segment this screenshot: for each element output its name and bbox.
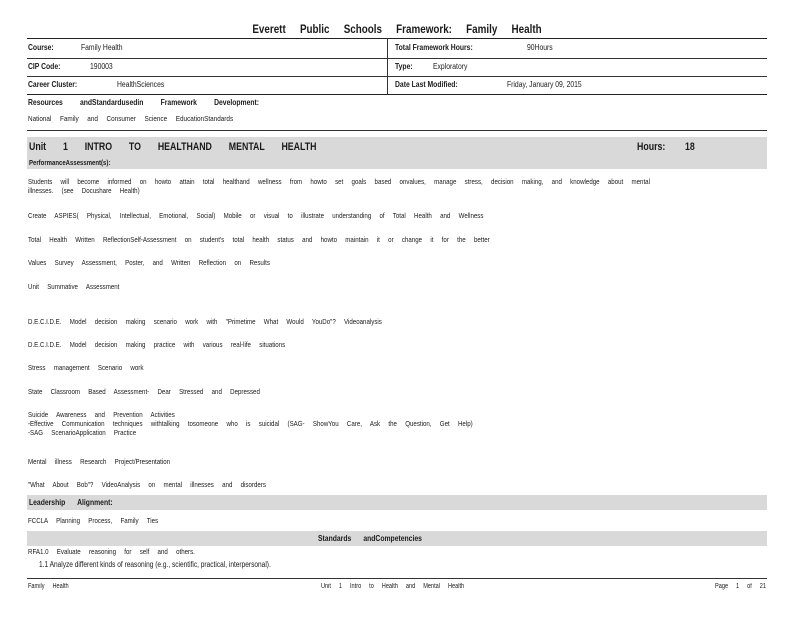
leadership-value: FCCLA Planning Process, Family Ties	[28, 516, 159, 525]
assessment-line: Values Survey Assessment, Poster, and Written Reflection on Results	[28, 258, 270, 267]
assessment-item	[28, 363, 143, 372]
cip-value: 190003	[90, 62, 113, 71]
performance-assessments-label: PerformanceAssessment(s):	[29, 158, 111, 167]
assessment-line: -Effective Communication techniques withtalking tosomeone who is suicidal (SAG- ShowYou Care, Ask the Question, Get Help)	[28, 419, 473, 428]
assessment-item	[28, 457, 170, 466]
course-label: Course:	[28, 43, 54, 52]
unit-hours-value: 18	[685, 141, 695, 153]
unit-title: Unit 1 INTRO TO HEALTHAND MENTAL HEALTH	[29, 141, 317, 153]
assessment-item	[28, 235, 490, 244]
standard-rfa: RFA1.0 Evaluate reasoning for self and others.	[28, 547, 195, 556]
assessment-line: Mental illness Research Project/Presentation	[28, 457, 171, 466]
assessment-line: "What About Bob"? VideoAnalysis on mental illnesses and disorders	[28, 480, 266, 489]
course-value: Family Health	[81, 43, 123, 52]
assessment-line: State Classroom Based Assessment- Dear Stressed and Depressed	[28, 387, 260, 396]
assessment-line: -SAG ScenarioApplication Practice	[28, 428, 137, 437]
leadership-label: Leadership Alignment:	[29, 498, 113, 507]
footer-unit: Unit 1 Intro to Health and Mental Health	[321, 583, 465, 590]
assessment-line: Stress management Scenario work	[28, 363, 144, 372]
document-page	[27, 0, 767, 618]
divider	[27, 94, 767, 95]
assessment-line: Students will become informed on howto attain total healthand wellness from howto set goals based onvalues, manage stress, decision making, and knowledge about mental	[28, 177, 650, 186]
divider	[27, 130, 767, 131]
standards-label: Standards andCompetencies	[318, 534, 422, 543]
unit-hours-label: Hours:	[637, 141, 666, 153]
assessment-item	[28, 480, 266, 489]
assessment-line: illnesses. (see Docushare Health)	[28, 186, 140, 195]
divider	[27, 38, 767, 39]
standards-header	[27, 531, 767, 546]
footer-page-number: Page 1 of 21	[715, 583, 766, 590]
cip-label: CIP Code:	[28, 62, 61, 71]
assessment-line: Unit Summative Assessment	[28, 282, 120, 291]
assessment-item	[28, 387, 260, 396]
assessment-line: Create ASPIES( Physical, Intellectual, Emotional, Social) Mobile or visual to illustrate understanding of Total Health and Wellness	[28, 211, 484, 220]
total-hours-label: Total Framework Hours:	[395, 43, 473, 52]
date-modified-label: Date Last Modified:	[395, 80, 458, 89]
assessment-line: Suicide Awareness and Prevention Activities	[28, 410, 175, 419]
assessment-item	[28, 211, 483, 220]
resources-value: National Family and Consumer Science EducationStandards	[28, 114, 234, 123]
competency-item: 1.1 Analyze different kinds of reasoning (e.g., scientific, practical, interpersonal).	[39, 560, 271, 569]
footer-divider	[27, 578, 767, 579]
type-label: Type:	[395, 62, 413, 71]
divider	[27, 58, 767, 59]
assessment-item	[28, 317, 382, 326]
assessment-item	[28, 410, 473, 437]
cluster-label: Career Cluster:	[28, 80, 78, 89]
assessment-line: D.E.C.I.D.E. Model decision making practice with various real-life situations	[28, 340, 286, 349]
assessment-item	[28, 340, 285, 349]
cip-row	[27, 60, 767, 76]
assessment-item	[28, 282, 119, 291]
cluster-row	[27, 78, 767, 94]
assessment-line: Total Health Written ReflectionSelf-Assessment on student's total health status and howto maintain it or change it for the better	[28, 235, 490, 244]
leadership-header	[27, 495, 767, 510]
cluster-value: HealthSciences	[117, 80, 165, 89]
column-divider	[387, 38, 388, 94]
footer-course: Family Health	[28, 583, 69, 590]
assessment-item	[28, 177, 650, 195]
resources-label: Resources andStandardusedin Framework Development:	[28, 98, 260, 107]
divider	[27, 76, 767, 77]
total-hours-value: 90Hours	[527, 43, 553, 52]
unit-header	[27, 137, 767, 169]
type-value: Exploratory	[433, 62, 468, 71]
assessment-item	[28, 258, 270, 267]
course-row	[27, 41, 767, 57]
page-title: Everett Public Schools Framework: Family Health	[252, 22, 542, 36]
assessment-line: D.E.C.I.D.E. Model decision making scenario work with "Primetime What Would YouDo"? Videoanalysis	[28, 317, 382, 326]
date-modified-value: Friday, January 09, 2015	[507, 80, 582, 89]
